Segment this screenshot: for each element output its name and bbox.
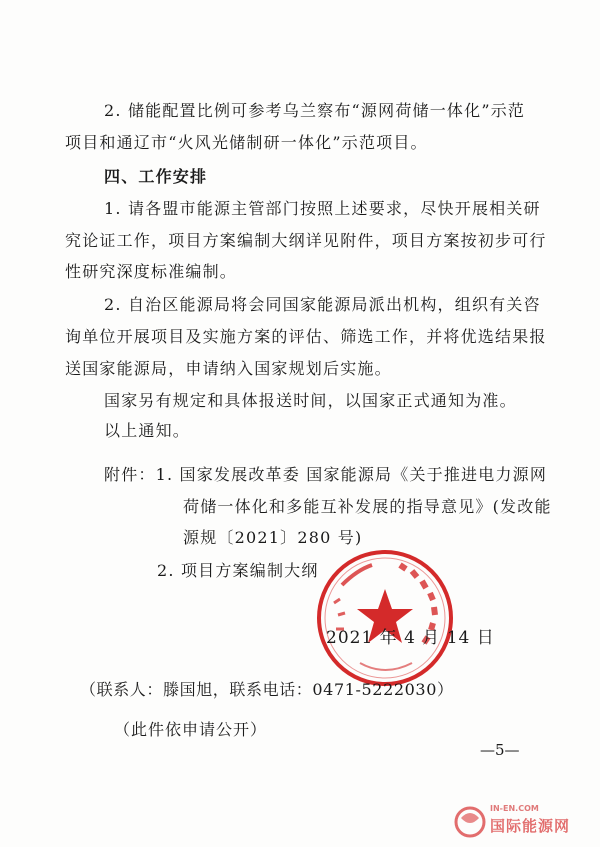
watermark-url: IN-EN.COM — [490, 804, 539, 813]
page-number: —5— — [480, 741, 520, 759]
paragraph-line: 以上通知。 — [104, 421, 191, 440]
paragraph-line: 国家另有规定和具体报送时间，以国家正式通知为准。 — [104, 391, 517, 410]
paragraph-line: 询单位开展项目及实施方案的评估、筛选工作，并将优选结果报 — [65, 327, 547, 346]
watermark-name: 国际能源网 — [490, 817, 571, 835]
attachment-line: 附件：1. 国家发展改革委 国家能源局《关于推进电力源网 — [104, 465, 548, 484]
paragraph-line: 送国家能源局，申请纳入国家规划后实施。 — [65, 359, 392, 378]
paragraph-line: 2. 储能配置比例可参考乌兰察布“源网荷储一体化”示范 — [104, 101, 526, 120]
attachment-line: 源规〔2021〕280 号) — [183, 528, 363, 547]
paragraph-line: 究论证工作，项目方案编制大纲详见附件，项目方案按初步可行 — [65, 231, 547, 250]
disclosure-note: （此件依申请公开） — [114, 720, 268, 739]
attachment-line: 2. 项目方案编制大纲 — [157, 561, 319, 580]
official-seal-icon — [312, 545, 458, 691]
contact-line: （联系人：滕国旭，联系电话：0471-5222030） — [80, 680, 454, 699]
paragraph-line: 项目和通辽市“火风光储制研一体化”示范项目。 — [65, 133, 428, 152]
issue-date: 2021 年 4 月 14 日 — [326, 628, 495, 648]
attachment-line: 荷储一体化和多能互补发展的指导意见》(发改能 — [183, 497, 552, 516]
section-heading: 四、工作安排 — [104, 167, 208, 186]
paragraph-line: 2. 自治区能源局将会同国家能源局派出机构，组织有关咨 — [104, 295, 541, 314]
paragraph-line: 1. 请各盟市能源主管部门按照上述要求，尽快开展相关研 — [104, 199, 541, 218]
paragraph-line: 性研究深度标准编制。 — [65, 262, 238, 281]
